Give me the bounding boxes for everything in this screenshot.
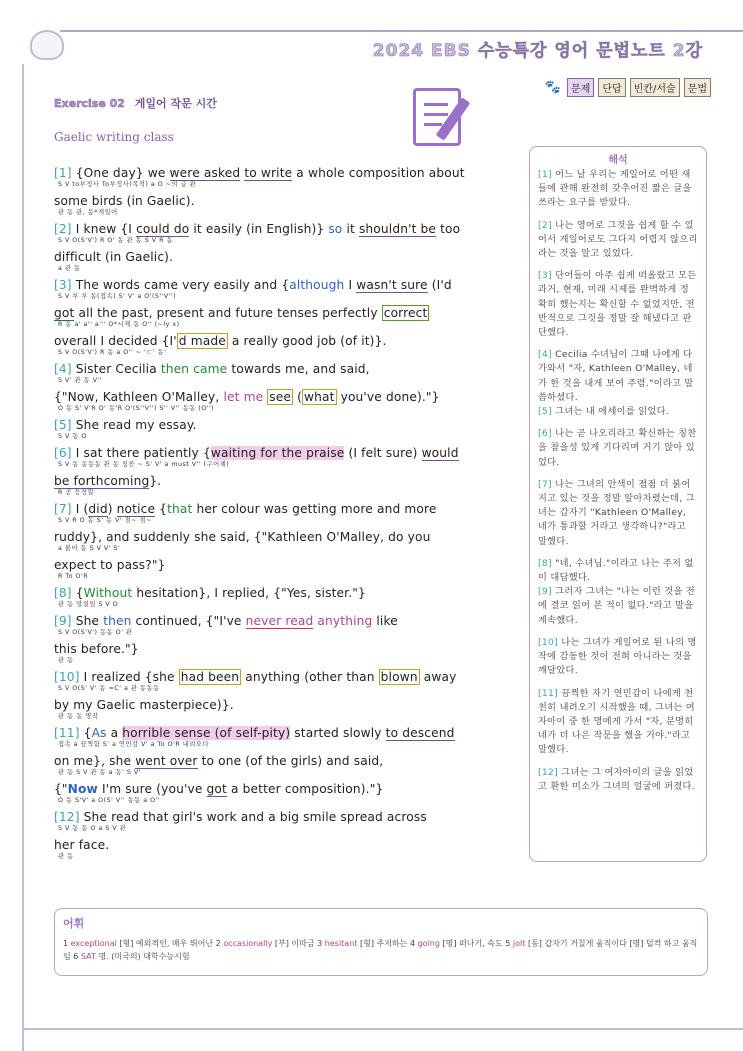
passage-subtitle: Gaelic writing class (54, 130, 174, 144)
vocab-list: 1 exceptional [형] 예외적인, 매우 뛰어난 2 occasionally [부] 이따금 3 hesitant [형] 주저하는 4 going [명] 떠나기, 속도 5 jolt [동] 갑자기 거칠게 움직이다 [명] 덜컥 하고 움직임 6 SAT 명. (미국의) 대학수능시험 (63, 939, 698, 961)
translation-item: [9] 그러자 그녀는 "나는 이런 것을 전에 결코 읽어 본 적이 없다."라고 말을 계속했다. (538, 586, 696, 626)
grammar-notes: S V 동 동 O a S V 관 (58, 825, 127, 832)
tag-bar (545, 78, 711, 97)
page-title: 2024 EBS 수능특강 영어 문법노트 2강 (372, 41, 703, 61)
translation-item: [11] 끔찍한 자기 연민감이 나에게 천천히 내려오기 시작했을 때, 그녀는 여자아이 중 한 명에게 가서 "자, 분명히 네가 더 나은 작문을 했을 거야."라고 말했다. (538, 687, 695, 756)
translation-item: [2] 나는 영어로 그것을 쉽게 할 수 있어서 게일어로도 그다지 어렵지 않으리라는 것을 알고 있었다. (538, 219, 698, 260)
sentence-3-cont: got all the past, present and future tenses perfectly correct (54, 306, 428, 320)
tag-short-answer[interactable]: 단답 (598, 78, 625, 97)
grammar-notes: 관 동 (58, 853, 74, 860)
translation-panel (529, 146, 707, 862)
grammar-notes: S V' 관 동 V'' (58, 377, 102, 384)
grammar-notes: a 붉어 동 S V V' S' (58, 545, 121, 552)
sentence-3: [3] The words came very easily and {although I wasn't sure (I'd (54, 278, 452, 292)
grammar-notes: R 동 a' a'' a''' O*시제 동 O'' (~ly x) (58, 321, 180, 328)
translation-item: [6] 나는 곧 나오리라고 확신하는 칭찬을 참을성 있게 기다리며 거기 앉아 있었다. (538, 428, 697, 468)
translation-item: [4] Cecilia 수녀님이 그때 나에게 다가와서 "자, Kathleen O'Malley, 네가 한 것을 내게 보여 주렴."이라고 말씀하셨다. (538, 349, 694, 403)
grammar-notes: 접속 a 끔찍함 S' a 연민감 V' a To O'R 내려오다 (58, 741, 210, 748)
sentence-7: [7] I (did) notice {that her colour was getting more and more (54, 502, 437, 516)
grammar-notes: S V O(S'V') R O' 동 관 동 S V R 동 (58, 237, 174, 244)
grammar-notes: S V 동 O (58, 433, 87, 440)
sentence-9: [9] She then continued, {"I've never read anything like (54, 614, 398, 628)
tag-problem[interactable]: 문제 (567, 78, 594, 97)
sentence-2-cont: difficult (in Gaelic). (54, 250, 174, 264)
grammar-notes: O 동 S'V' a O(S' V'' 동동 a O'' (58, 797, 161, 804)
translation-item: [8] "네, 수녀님."이라고 나는 주저 없이 대답했다. (538, 557, 694, 584)
page-frame-left (22, 64, 24, 1051)
grammar-notes: O 동 S' V'R O' 동'R O'(S''V'') S'' V'' 동동 (O'') (58, 405, 215, 412)
grammar-notes: S V 동 동동동 관 동 칭찬 ~ S' V' a must V'' (구어체) (58, 461, 230, 468)
grammar-notes: S V 부 부 동(접속) S' V' a O'(S''V'') (58, 293, 177, 300)
sentence-10: [10] I realized {she had been anything (other than blown away (54, 670, 457, 684)
passage (54, 166, 500, 866)
sentence-3-cont2: overall I decided {I' d made a really good job (of it)}. (54, 334, 387, 348)
sentence-6-cont: be forthcoming}. (54, 474, 162, 488)
header-rule (60, 30, 743, 32)
sentence-8: [8] {Without hesitation}, I replied, {"Yes, sister."} (54, 586, 366, 600)
grammar-notes: 관 동 (58, 657, 74, 664)
exercise-heading (54, 95, 217, 111)
sentence-11-cont: on me}, she went over to one (of the girls) and said, (54, 754, 384, 768)
mascot-icon (30, 30, 64, 60)
sentence-12: [12] She read that girl's work and a big smile spread across (54, 810, 427, 824)
grammar-notes: S V to부정사 To부정사(목적) a O ~의 글 관 (58, 181, 197, 188)
sentence-7-cont2: expect to pass?"} (54, 558, 166, 572)
sentence-2: [2] I knew {I could do it easily (in English)} so it shouldn't be too (54, 222, 461, 236)
sentence-11-cont2: {"Now I'm sure (you've got a better composition)."} (54, 782, 384, 796)
tag-grammar[interactable]: 문법 (684, 78, 711, 97)
sentence-6: [6] I sat there patiently {waiting for the praise (I felt sure) would (54, 446, 459, 460)
grammar-notes: a 관 동 (58, 265, 81, 272)
vocab-title: 어휘 (63, 917, 85, 930)
sentence-4: [4] Sister Cecilia then came towards me, and said, (54, 362, 370, 376)
grammar-notes: 관 동 망설임 S V O (58, 601, 119, 608)
grammar-notes: S V O(S'V') 동동 O' 관 (58, 629, 133, 636)
grammar-notes: 관 동 관, 동*게일어 (58, 209, 118, 216)
grammar-notes: R To O'R (58, 573, 89, 580)
translation-item: [1] 어느 날 우리는 게일어로 어떤 새들에 관해 완전히 갖추어진 짧은 글을 쓰라는 요구를 받았다. (538, 169, 692, 209)
translation-item: [5] 그녀는 내 에세이를 읽었다. (538, 406, 669, 418)
sentence-1: [1] {One day} we were asked to write a whole composition about (54, 166, 465, 180)
translation-heading: 해석 (608, 155, 628, 166)
sentence-5: [5] She read my essay. (54, 418, 197, 432)
translation-item: [12] 그녀는 그 여자아이의 글을 읽었고 환한 미소가 그녀의 얼굴에 퍼졌다. (538, 766, 695, 792)
sentence-4-cont: {"Now, Kathleen O'Malley, let me see ( what you've done)."} (54, 390, 440, 404)
paw-icon: 🐾 (544, 80, 561, 95)
sentence-11: [11] {As a horrible sense (of self-pity) started slowly to descend (54, 726, 455, 740)
translation-item: [3] 단어들이 아주 쉽게 떠올랐고 모든 과거, 현재, 미래 시제를 완벽하게 정확히 했는지는 확신할 수 없었지만, 전반적으로 그것을 정말 잘 해냈다고 판단했다. (538, 270, 697, 339)
translation-item: [7] 나는 그녀의 안색이 점점 더 붉어지고 있는 것을 정말 알아차렸는데, 그녀는 갑자기 "Kathleen O'Malley, 네가 통과할 거라고 생각하니?"라고 말했다. (538, 478, 695, 547)
vocab-box (54, 908, 708, 976)
grammar-notes: S V O(S'V') R 동 a O'' ~ 'ㄷ' 동' (58, 349, 167, 356)
sentence-7-cont: ruddy}, and suddenly she said, {"Kathleen O'Malley, do you (54, 530, 431, 544)
grammar-notes: 관 동 동 명작 (58, 713, 99, 720)
sentence-9-cont: this before."} (54, 642, 139, 656)
translation-item: [10] 나는 그녀가 게일어로 된 나의 명작에 감동한 것이 전혀 아니라는 것을 깨달았다. (538, 636, 697, 677)
sentence-12-cont: her face. (54, 838, 110, 852)
grammar-notes: S V R O 동 S' 동 V' 점~ 점~ (58, 517, 152, 524)
grammar-notes: R 곧 등장할 (58, 489, 95, 496)
sentence-10-cont: by my Gaelic masterpiece)}. (54, 698, 234, 712)
exercise-number: Exercise 02 (54, 97, 125, 110)
footer-rule (22, 1028, 743, 1030)
tag-blank[interactable]: 빈칸/서술 (630, 78, 680, 97)
exercise-title: 게일어 작문 시간 (134, 97, 217, 110)
grammar-notes: 관 동 S V 관 동 a 동' S V' (58, 769, 141, 776)
sentence-1-cont: some birds (in Gaelic). (54, 194, 195, 208)
grammar-notes: S V O(S' V' 동 =C' a 관 동동동 (58, 685, 160, 692)
